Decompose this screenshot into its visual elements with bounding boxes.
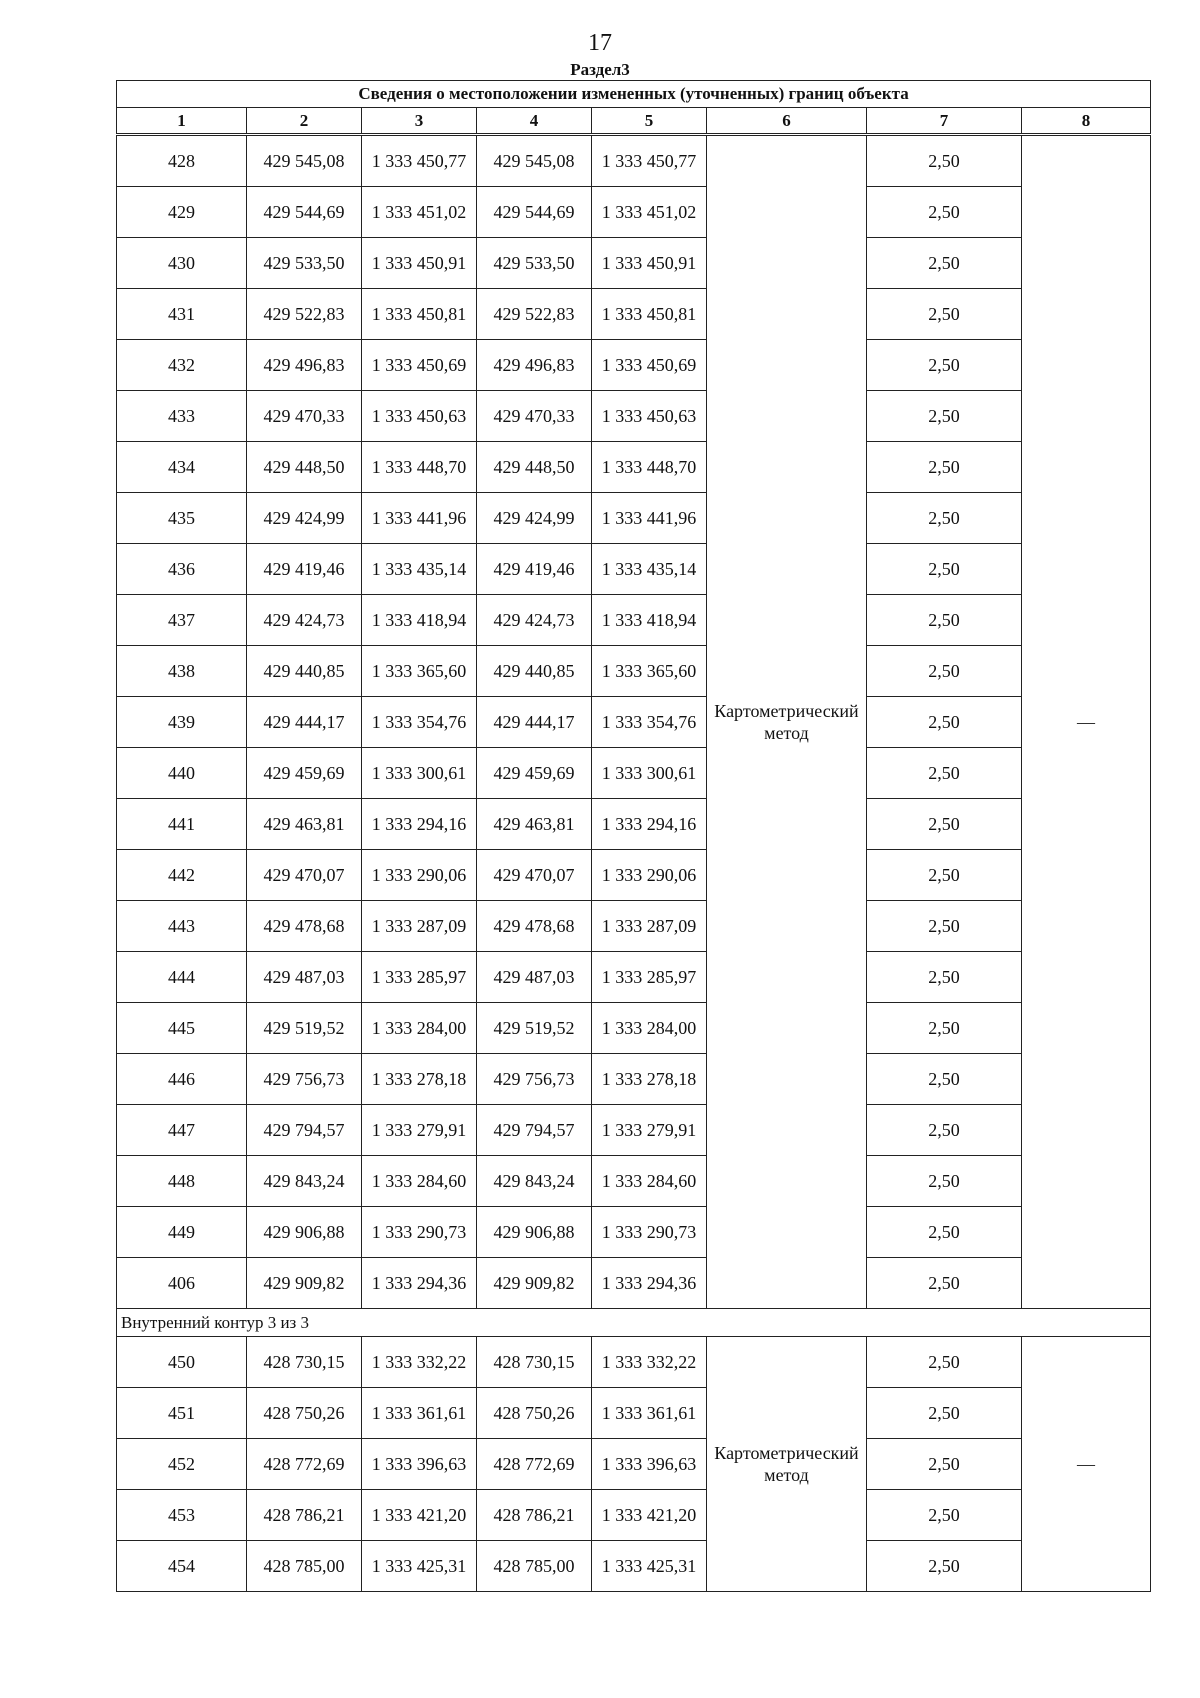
table-row [117,1439,1151,1490]
contour-row [117,1309,1151,1337]
point-number-cell: 434 [117,442,247,493]
y-new-cell: 1 333 300,61 [592,748,707,799]
y-new-cell: 1 333 450,77 [592,135,707,187]
table-row [117,952,1151,1003]
y-existing-cell: 1 333 396,63 [362,1439,477,1490]
point-number-cell: 439 [117,697,247,748]
boundary-coordinates-table [116,80,1151,1592]
x-new-cell: 429 487,03 [477,952,592,1003]
y-existing-cell: 1 333 278,18 [362,1054,477,1105]
y-new-cell: 1 333 290,73 [592,1207,707,1258]
x-existing-cell: 429 906,88 [247,1207,362,1258]
x-new-cell: 428 750,26 [477,1388,592,1439]
accuracy-cell: 2,50 [867,238,1022,289]
point-number-cell: 446 [117,1054,247,1105]
y-new-cell: 1 333 278,18 [592,1054,707,1105]
table-row [117,595,1151,646]
y-existing-cell: 1 333 290,06 [362,850,477,901]
accuracy-cell: 2,50 [867,1541,1022,1592]
table-row [117,1105,1151,1156]
y-existing-cell: 1 333 284,60 [362,1156,477,1207]
x-new-cell: 429 440,85 [477,646,592,697]
x-new-cell: 429 519,52 [477,1003,592,1054]
table-row [117,1388,1151,1439]
y-existing-cell: 1 333 450,69 [362,340,477,391]
point-number-cell: 454 [117,1541,247,1592]
accuracy-cell: 2,50 [867,493,1022,544]
point-number-cell: 445 [117,1003,247,1054]
accuracy-cell: 2,50 [867,442,1022,493]
accuracy-cell: 2,50 [867,391,1022,442]
x-new-cell: 429 463,81 [477,799,592,850]
x-existing-cell: 429 794,57 [247,1105,362,1156]
accuracy-cell: 2,50 [867,135,1022,187]
accuracy-cell: 2,50 [867,1105,1022,1156]
accuracy-cell: 2,50 [867,1003,1022,1054]
x-existing-cell: 429 487,03 [247,952,362,1003]
x-existing-cell: 428 785,00 [247,1541,362,1592]
point-number-cell: 441 [117,799,247,850]
x-existing-cell: 429 470,07 [247,850,362,901]
y-new-cell: 1 333 421,20 [592,1490,707,1541]
x-new-cell: 429 478,68 [477,901,592,952]
x-new-cell: 429 522,83 [477,289,592,340]
y-existing-cell: 1 333 294,16 [362,799,477,850]
y-existing-cell: 1 333 451,02 [362,187,477,238]
accuracy-cell: 2,50 [867,697,1022,748]
point-number-cell: 437 [117,595,247,646]
accuracy-cell: 2,50 [867,748,1022,799]
x-new-cell: 429 444,17 [477,697,592,748]
table-row [117,748,1151,799]
y-new-cell: 1 333 435,14 [592,544,707,595]
x-existing-cell: 429 463,81 [247,799,362,850]
y-existing-cell: 1 333 450,77 [362,135,477,187]
y-new-cell: 1 333 450,91 [592,238,707,289]
y-new-cell: 1 333 279,91 [592,1105,707,1156]
y-new-cell: 1 333 354,76 [592,697,707,748]
table-row [117,1490,1151,1541]
y-existing-cell: 1 333 450,91 [362,238,477,289]
table-row [117,1054,1151,1105]
y-new-cell: 1 333 294,36 [592,1258,707,1309]
x-existing-cell: 429 478,68 [247,901,362,952]
x-existing-cell: 429 756,73 [247,1054,362,1105]
point-number-cell: 452 [117,1439,247,1490]
y-existing-cell: 1 333 365,60 [362,646,477,697]
y-new-cell: 1 333 365,60 [592,646,707,697]
y-new-cell: 1 333 441,96 [592,493,707,544]
table-row [117,901,1151,952]
y-new-cell: 1 333 425,31 [592,1541,707,1592]
table-row [117,1258,1151,1309]
y-existing-cell: 1 333 287,09 [362,901,477,952]
column-number: 4 [477,108,592,135]
y-new-cell: 1 333 418,94 [592,595,707,646]
y-existing-cell: 1 333 290,73 [362,1207,477,1258]
x-existing-cell: 428 786,21 [247,1490,362,1541]
x-existing-cell: 429 545,08 [247,135,362,187]
point-number-cell: 447 [117,1105,247,1156]
x-existing-cell: 429 419,46 [247,544,362,595]
y-existing-cell: 1 333 285,97 [362,952,477,1003]
point-number-cell: 443 [117,901,247,952]
y-existing-cell: 1 333 450,81 [362,289,477,340]
x-new-cell: 429 544,69 [477,187,592,238]
y-new-cell: 1 333 448,70 [592,442,707,493]
y-new-cell: 1 333 332,22 [592,1337,707,1388]
x-new-cell: 429 533,50 [477,238,592,289]
x-new-cell: 428 786,21 [477,1490,592,1541]
accuracy-cell: 2,50 [867,595,1022,646]
y-existing-cell: 1 333 421,20 [362,1490,477,1541]
table-row [117,442,1151,493]
y-new-cell: 1 333 290,06 [592,850,707,901]
table-row [117,697,1151,748]
x-new-cell: 429 448,50 [477,442,592,493]
table-row [117,646,1151,697]
note-cell: — [1022,1337,1151,1592]
x-new-cell: 429 459,69 [477,748,592,799]
x-existing-cell: 429 843,24 [247,1156,362,1207]
y-new-cell: 1 333 451,02 [592,187,707,238]
column-number: 2 [247,108,362,135]
accuracy-cell: 2,50 [867,289,1022,340]
table-row [117,1156,1151,1207]
x-new-cell: 429 909,82 [477,1258,592,1309]
point-number-cell: 436 [117,544,247,595]
x-new-cell: 429 419,46 [477,544,592,595]
point-number-cell: 428 [117,135,247,187]
accuracy-cell: 2,50 [867,952,1022,1003]
point-number-cell: 450 [117,1337,247,1388]
x-new-cell: 429 424,73 [477,595,592,646]
point-number-cell: 451 [117,1388,247,1439]
accuracy-cell: 2,50 [867,1388,1022,1439]
column-number: 6 [707,108,867,135]
table-row [117,799,1151,850]
x-new-cell: 429 545,08 [477,135,592,187]
point-number-cell: 435 [117,493,247,544]
accuracy-cell: 2,50 [867,1156,1022,1207]
point-number-cell: 430 [117,238,247,289]
table-row [117,1337,1151,1388]
y-new-cell: 1 333 450,81 [592,289,707,340]
y-existing-cell: 1 333 354,76 [362,697,477,748]
y-existing-cell: 1 333 300,61 [362,748,477,799]
x-existing-cell: 429 448,50 [247,442,362,493]
y-existing-cell: 1 333 425,31 [362,1541,477,1592]
x-new-cell: 428 785,00 [477,1541,592,1592]
column-number: 5 [592,108,707,135]
point-number-cell: 444 [117,952,247,1003]
y-new-cell: 1 333 284,00 [592,1003,707,1054]
table-row [117,544,1151,595]
point-number-cell: 440 [117,748,247,799]
accuracy-cell: 2,50 [867,1207,1022,1258]
x-existing-cell: 429 470,33 [247,391,362,442]
column-number: 7 [867,108,1022,135]
x-existing-cell: 429 459,69 [247,748,362,799]
y-existing-cell: 1 333 284,00 [362,1003,477,1054]
point-number-cell: 431 [117,289,247,340]
table-row [117,850,1151,901]
x-new-cell: 429 906,88 [477,1207,592,1258]
accuracy-cell: 2,50 [867,1490,1022,1541]
x-existing-cell: 429 533,50 [247,238,362,289]
table-caption: Сведения о местоположении измененных (уточненных) границ объекта [117,81,1151,108]
y-existing-cell: 1 333 279,91 [362,1105,477,1156]
point-number-cell: 438 [117,646,247,697]
table-row [117,391,1151,442]
x-existing-cell: 429 424,73 [247,595,362,646]
note-cell: — [1022,135,1151,1309]
x-new-cell: 428 730,15 [477,1337,592,1388]
method-cell: Картометрический метод [707,1337,867,1592]
table-row [117,340,1151,391]
x-existing-cell: 429 522,83 [247,289,362,340]
contour-label: Внутренний контур 3 из 3 [117,1309,1151,1337]
accuracy-cell: 2,50 [867,1439,1022,1490]
x-existing-cell: 429 544,69 [247,187,362,238]
x-existing-cell: 428 730,15 [247,1337,362,1388]
x-existing-cell: 429 444,17 [247,697,362,748]
point-number-cell: 432 [117,340,247,391]
point-number-cell: 406 [117,1258,247,1309]
table-row [117,238,1151,289]
point-number-cell: 433 [117,391,247,442]
y-new-cell: 1 333 284,60 [592,1156,707,1207]
table-row [117,187,1151,238]
x-existing-cell: 429 909,82 [247,1258,362,1309]
x-new-cell: 429 424,99 [477,493,592,544]
accuracy-cell: 2,50 [867,544,1022,595]
y-existing-cell: 1 333 450,63 [362,391,477,442]
x-new-cell: 429 794,57 [477,1105,592,1156]
point-number-cell: 453 [117,1490,247,1541]
accuracy-cell: 2,50 [867,850,1022,901]
section-title: Раздел3 [570,60,630,79]
x-existing-cell: 429 424,99 [247,493,362,544]
accuracy-cell: 2,50 [867,340,1022,391]
page-number: 17 [588,30,612,56]
x-new-cell: 429 470,07 [477,850,592,901]
x-new-cell: 429 843,24 [477,1156,592,1207]
column-number-row [117,108,1151,135]
y-existing-cell: 1 333 361,61 [362,1388,477,1439]
accuracy-cell: 2,50 [867,1258,1022,1309]
y-new-cell: 1 333 450,63 [592,391,707,442]
y-existing-cell: 1 333 418,94 [362,595,477,646]
point-number-cell: 442 [117,850,247,901]
table-row [117,493,1151,544]
table-row [117,1207,1151,1258]
column-number: 3 [362,108,477,135]
x-new-cell: 429 756,73 [477,1054,592,1105]
x-new-cell: 429 470,33 [477,391,592,442]
y-new-cell: 1 333 294,16 [592,799,707,850]
y-existing-cell: 1 333 294,36 [362,1258,477,1309]
accuracy-cell: 2,50 [867,799,1022,850]
table-row [117,1003,1151,1054]
table-row [117,135,1151,187]
table-row [117,289,1151,340]
x-existing-cell: 428 750,26 [247,1388,362,1439]
accuracy-cell: 2,50 [867,901,1022,952]
x-existing-cell: 429 440,85 [247,646,362,697]
column-number: 1 [117,108,247,135]
y-existing-cell: 1 333 332,22 [362,1337,477,1388]
accuracy-cell: 2,50 [867,1054,1022,1105]
y-new-cell: 1 333 287,09 [592,901,707,952]
accuracy-cell: 2,50 [867,646,1022,697]
column-number: 8 [1022,108,1151,135]
method-cell: Картометрический метод [707,135,867,1309]
accuracy-cell: 2,50 [867,1337,1022,1388]
point-number-cell: 429 [117,187,247,238]
x-new-cell: 429 496,83 [477,340,592,391]
x-existing-cell: 428 772,69 [247,1439,362,1490]
y-existing-cell: 1 333 441,96 [362,493,477,544]
y-new-cell: 1 333 285,97 [592,952,707,1003]
y-new-cell: 1 333 450,69 [592,340,707,391]
x-existing-cell: 429 496,83 [247,340,362,391]
point-number-cell: 449 [117,1207,247,1258]
table-row [117,1541,1151,1592]
y-new-cell: 1 333 361,61 [592,1388,707,1439]
y-existing-cell: 1 333 435,14 [362,544,477,595]
y-existing-cell: 1 333 448,70 [362,442,477,493]
x-new-cell: 428 772,69 [477,1439,592,1490]
y-new-cell: 1 333 396,63 [592,1439,707,1490]
point-number-cell: 448 [117,1156,247,1207]
accuracy-cell: 2,50 [867,187,1022,238]
x-existing-cell: 429 519,52 [247,1003,362,1054]
